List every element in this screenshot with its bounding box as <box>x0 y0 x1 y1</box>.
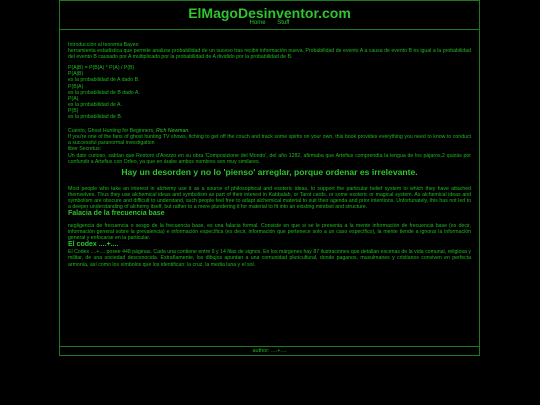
formula-line: P(B|A) <box>68 83 84 90</box>
footer: author: ....+.... <box>59 346 480 356</box>
main-content <box>60 30 479 268</box>
codex-text: El Codex ....+.... posee 448 páginas. Cada una contiene entre 9 y 14 filas de signos. En los márgenes hay 87 ilustraciones que detallan escenas de la vida comunal, religiosa y militar, de una sociedad desconocida. Extrañamente, los dibujos apuntan a una comunidad pluricultural, donde paganos, musulmanes y cristianos conviven en perfecta armonía, así como los símbolos que los identifican: la cruz, la media luna y el sol. <box>68 249 471 268</box>
formula-line: P(B) <box>68 107 79 114</box>
falacia-text: negligencia de frecuencia o sesgo de la frecuencia base, es una falacia formal. Consiste en que si se le presenta a la mente información de frecuencia base (es decir, información general sobre la prevalencia) e información específica (es decir, información que pertenece solo a un caso específico), la mente tiende a ignorar la información general y enfocarse en la particular. <box>68 223 471 242</box>
nav-stuff-link[interactable]: Stuff <box>277 20 290 26</box>
site-header <box>60 1 479 30</box>
formula-line: es la probabilidad de A dado B. <box>68 77 140 84</box>
codex-heading: El codex ....+.... <box>68 241 119 249</box>
page-frame <box>59 0 480 356</box>
formula-line: P(A|B) = P(B|A) * P(A) / P(B) <box>68 65 135 72</box>
formula-line: es la probabilidad de B dado A. <box>68 89 140 96</box>
ghost-text: If you're one of the fans of ghost hunting TV shows, itching to get off the couch and track some spirits on your own, this book provides everything you need to know to conduct a successful paranormal investigation <box>68 134 471 147</box>
nav-home-link[interactable]: Home <box>249 20 266 26</box>
intro-text: herramienta estadística que permite analizar probabilidad de un suceso tras recibir información nueva. Probabilidad de evento A a causa de evento B es igual a la probabilidad del evento B causado por A multiplicado por la probabilidad de A dividido por la probabilidad de B. <box>68 48 471 61</box>
formula-line: es la probabilidad de A. <box>68 101 122 108</box>
cuento-author: Rich Newman. <box>155 128 190 135</box>
formula-line: es la probabilidad de B. <box>68 114 123 121</box>
secretus-text: Un dato curioso, sabían que Restoro d'Arezzo en su obra 'Composizione del Mondo', del año 1282, afirmaba que Artefius comprendía la lengua de los pájaros,2 quizás por confundir a Artefius con Orfeo, ya que en árabe ambos nombres son muy similares. <box>68 152 471 165</box>
formula-line: P(A) <box>68 95 79 102</box>
intro-heading: Introducción al teorema Bayes: <box>68 42 140 48</box>
falacia-heading: Falacia de la frecuencia base <box>68 210 165 218</box>
alchemy-text: Most people who take an interest in alchemy use it as a source of philosophical and esoteric ideas, to support the particular belief system to which they have attached themselves. Thus they use alchemical ideas and symbolism as part of their interest in Kabbalah, or Tarot cards, or some esoteric or magical system. As alchemical ideas and symbolism are obscure and difficult to understand, such people feel free to adapt alchemical material to suit their agenda and prior intentions. Unfortunately, this has not led to a deeper understanding of alchemy itself, but rather to a mere plundering it for material to fit into an existing mindset and structure. <box>68 185 471 210</box>
big-heading: Hay un desorden y no lo 'pienso' arreglar, porque ordenar es irrelevante. <box>121 166 418 177</box>
cuento-prefix: Cuento, Ghost Hunting for Beginners, <box>68 128 156 135</box>
formula-line: P(A|B) <box>68 71 84 78</box>
nav-bar <box>60 20 479 27</box>
site-title[interactable]: ElMagoDesinventor.com <box>188 5 351 21</box>
secretus-heading: liber Secretus: <box>68 146 102 153</box>
